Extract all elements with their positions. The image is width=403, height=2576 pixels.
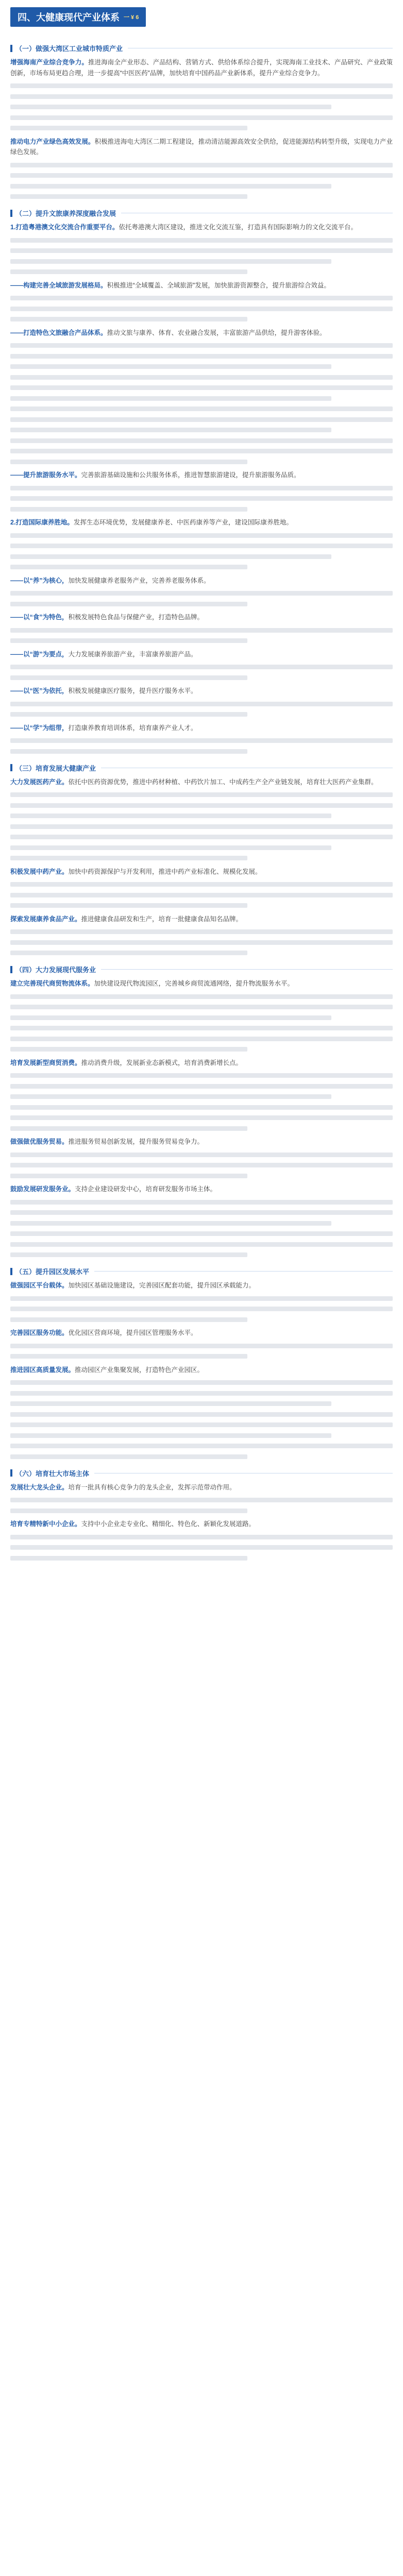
text-line [10, 638, 247, 643]
paragraph-continuation [10, 929, 393, 955]
paragraph-continuation [10, 591, 393, 606]
paragraph [10, 1184, 393, 1195]
text-line [10, 173, 393, 178]
text-line [10, 115, 393, 120]
paragraph-continuation [10, 1498, 393, 1513]
chapter-badge: 一 ¥ 6 [124, 14, 139, 21]
text-line [10, 105, 331, 109]
text-line [10, 1084, 393, 1089]
text-line [10, 1391, 393, 1396]
section-heading [10, 43, 393, 53]
text-line [10, 533, 393, 538]
text-line [10, 1094, 331, 1099]
section-heading-text: （四）大力发展现代服务业 [15, 966, 96, 974]
text-line [10, 814, 331, 818]
paragraph [10, 517, 393, 528]
paragraph-continuation [10, 1344, 393, 1359]
text-line [10, 1307, 393, 1311]
paragraph [10, 1365, 393, 1376]
text-line [10, 1242, 393, 1247]
paragraph-continuation [10, 994, 393, 1052]
paragraph [10, 978, 393, 989]
paragraph-continuation [10, 83, 393, 130]
paragraph-text: 推进海南全产业形态、产品结构、营销方式、供给体系综合提升，实现海南工业技术、产品研究、产业政策创新，市场布局更趋合理，进一步提高“中医医药”品牌，加快培育中国药品产业新体系，提升产业综合竞争力。 [10, 59, 393, 77]
paragraph-continuation [10, 1380, 393, 1459]
paragraph-text: 推动园区产业集聚发展，打造特色产业园区。 [75, 1366, 204, 1374]
paragraph-continuation [10, 238, 393, 275]
text-line [10, 269, 247, 274]
section-heading-text: （一）做强大湾区工业城市特质产业 [15, 45, 123, 53]
paragraph [10, 1137, 393, 1147]
paragraph-lead: 增强海南产业综合竞争力。 [10, 59, 88, 66]
paragraph-continuation [10, 163, 393, 199]
paragraph [10, 470, 393, 481]
paragraph-lead: ——构建完善全域旅游发展格局。 [10, 281, 107, 289]
paragraph-lead: ——以“食”为特色， [10, 614, 69, 621]
paragraph [10, 867, 393, 877]
paragraph-text: 积极推进“全域覆盖、全域旅游”发展，加快旅游资源整合，提升旅游综合效益。 [107, 281, 330, 289]
paragraph-text: 加快园区基础设施建设，完善园区配套功能，提升园区承载能力。 [68, 1282, 256, 1289]
text-line [10, 1210, 393, 1215]
paragraph-continuation [10, 882, 393, 908]
paragraph-lead: ——以“游”为要点， [10, 650, 69, 658]
chapter-title: 四、大健康现代产业体系 [18, 12, 120, 23]
text-line [10, 845, 331, 850]
text-line [10, 1153, 393, 1157]
paragraph-text: 推动消费升级，发展新业态新模式，培育消费新增长点。 [81, 1059, 243, 1066]
paragraph-continuation [10, 486, 393, 512]
section-divider [101, 969, 393, 970]
text-line [10, 1545, 393, 1550]
text-line [10, 803, 393, 808]
paragraph [10, 1058, 393, 1069]
text-line [10, 903, 247, 908]
text-line [10, 554, 331, 559]
paragraph-continuation [10, 533, 393, 570]
text-line [10, 929, 393, 934]
text-line [10, 628, 393, 633]
paragraph-text: 发挥生态环境优势，发展健康养老、中医药康养等产业，建设国际康养胜地。 [73, 519, 293, 526]
text-line [10, 163, 393, 167]
text-line [10, 738, 393, 743]
paragraph-continuation [10, 665, 393, 680]
text-line [10, 1344, 393, 1348]
text-line [10, 824, 393, 829]
text-line [10, 1317, 247, 1322]
text-line [10, 375, 393, 380]
text-line [10, 835, 393, 839]
paragraph [10, 612, 393, 623]
text-line [10, 1115, 393, 1120]
paragraph [10, 686, 393, 697]
section-heading [10, 1468, 393, 1478]
paragraph-text: 支持中小企业走专业化、精细化、特色化、新颖化发展道路。 [81, 1520, 256, 1528]
text-line [10, 749, 247, 754]
section-heading [10, 1266, 393, 1276]
text-line [10, 1252, 247, 1257]
text-line [10, 354, 393, 359]
section-heading [10, 208, 393, 218]
paragraph-lead: 2.打造国际康养胜地。 [10, 519, 74, 526]
text-line [10, 1296, 393, 1301]
text-line [10, 1454, 247, 1459]
text-line [10, 1026, 393, 1030]
paragraph-text: 培育一批具有核心竞争力的龙头企业，发挥示范带动作用。 [68, 1483, 236, 1491]
paragraph-continuation [10, 343, 393, 464]
section-marker [10, 966, 12, 973]
paragraph-text: 积极发展特色食品与保健产业，打造特色品牌。 [68, 614, 204, 621]
paragraph [10, 222, 393, 233]
paragraph-text: 打造康养教育培训体系，培育康养产业人才。 [68, 724, 197, 732]
text-line [10, 1498, 393, 1502]
text-line [10, 994, 393, 999]
paragraph-continuation [10, 1535, 393, 1561]
paragraph-continuation [10, 1296, 393, 1322]
text-line [10, 438, 393, 443]
paragraph-lead: 鼓励发展研发服务业。 [10, 1185, 75, 1193]
paragraph-lead: 完善园区服务功能。 [10, 1329, 69, 1336]
text-line [10, 1422, 393, 1427]
text-line [10, 1126, 247, 1131]
text-line [10, 259, 331, 264]
text-line [10, 1163, 393, 1167]
text-line [10, 951, 247, 955]
paragraph-text: 依托粤港澳大湾区建设，推进文化交流互鉴，打造具有国际影响力的文化交流平台。 [119, 224, 357, 231]
paragraph-lead: ——以“学”为组带， [10, 724, 69, 732]
paragraph-continuation [10, 1153, 393, 1178]
document-body [10, 43, 393, 1561]
paragraph-lead: 建立完善现代商贸物流体系。 [10, 980, 94, 987]
text-line [10, 1401, 331, 1406]
text-line [10, 417, 393, 422]
paragraph-lead: 做强做优服务贸易。 [10, 1138, 69, 1145]
text-line [10, 1073, 393, 1078]
paragraph-text: 完善旅游基础设施和公共服务体系，推进智慧旅游建设，提升旅游服务品质。 [81, 471, 300, 479]
paragraph-continuation [10, 1073, 393, 1131]
text-line [10, 1509, 247, 1513]
text-line [10, 1037, 393, 1041]
paragraph [10, 57, 393, 78]
paragraph-text: 推进服务贸易创新发展，提升服务贸易竞争力。 [68, 1138, 204, 1145]
text-line [10, 602, 247, 606]
text-line [10, 882, 393, 887]
text-line [10, 1047, 247, 1052]
paragraph-continuation [10, 738, 393, 754]
paragraph-text: 积极推进海电大湾区二期工程建设，推动清洁能源高效安全供给，促进能源结构转型升级，实现电力产业绿色发展。 [10, 138, 393, 156]
paragraph [10, 914, 393, 925]
paragraph-lead: 做强园区平台载体。 [10, 1282, 69, 1289]
text-line [10, 496, 393, 501]
text-line [10, 83, 393, 88]
text-line [10, 1174, 247, 1178]
paragraph-text: 依托中医药资源优势，推进中药材种植、中药饮片加工、中成药生产全产业链发展，培育壮大医药产业集群。 [68, 778, 378, 786]
paragraph-lead: ——打造特色文旅融合产品体系。 [10, 329, 107, 336]
paragraph-continuation [10, 702, 393, 717]
text-line [10, 396, 331, 401]
text-line [10, 1433, 331, 1438]
text-line [10, 248, 393, 253]
text-line [10, 665, 393, 669]
text-line [10, 1005, 393, 1009]
paragraph-lead: 培育发展新型商贸消费。 [10, 1059, 81, 1066]
text-line [10, 343, 393, 348]
section-heading-text: （三）培育发展大健康产业 [15, 764, 96, 772]
text-line [10, 702, 393, 706]
text-line [10, 792, 393, 797]
section-heading [10, 964, 393, 974]
text-line [10, 449, 393, 453]
section-heading-text: （二）提升文旅康养深度融合发展 [15, 210, 116, 217]
paragraph-text: 积极发展健康医疗服务，提升医疗服务水平。 [68, 687, 197, 694]
chapter-banner [10, 7, 146, 27]
paragraph-continuation [10, 792, 393, 860]
paragraph-text: 加快发展健康养老服务产业，完善养老服务体系。 [68, 577, 210, 584]
text-line [10, 1556, 247, 1561]
text-line [10, 591, 393, 596]
text-line [10, 307, 393, 311]
paragraph [10, 575, 393, 586]
section-marker [10, 1469, 12, 1477]
paragraph [10, 723, 393, 734]
text-line [10, 194, 247, 199]
text-line [10, 94, 393, 99]
paragraph-lead: ——提升旅游服务水平。 [10, 471, 81, 479]
text-line [10, 184, 331, 189]
paragraph-lead: 推动电力产业绿色高效发展。 [10, 138, 95, 145]
section-divider [94, 1271, 393, 1272]
text-line [10, 385, 393, 390]
paragraph-text: 推进健康食品研发和生产，培育一批健康食品知名品牌。 [81, 915, 243, 923]
text-line [10, 1231, 393, 1236]
paragraph [10, 1519, 393, 1530]
text-line [10, 406, 393, 411]
text-line [10, 1200, 393, 1205]
paragraph [10, 280, 393, 291]
text-line [10, 1535, 393, 1539]
section-marker [10, 210, 12, 217]
section-marker [10, 764, 12, 771]
text-line [10, 486, 393, 490]
text-line [10, 675, 247, 680]
paragraph-text: 加快建设现代物流园区，完善城乡商贸流通网络，提升物流服务水平。 [94, 980, 294, 987]
paragraph-text: 推动文旅与康养、体育、农业融合发展，丰富旅游产品供给，提升游客体验。 [107, 329, 326, 336]
section-heading-text: （五）提升园区发展水平 [15, 1268, 90, 1276]
paragraph-lead: ——以“医”为依托， [10, 687, 69, 694]
text-line [10, 126, 247, 130]
section-heading [10, 763, 393, 773]
text-line [10, 1354, 247, 1359]
text-line [10, 565, 247, 569]
text-line [10, 296, 393, 300]
paragraph-continuation [10, 628, 393, 643]
text-line [10, 364, 331, 369]
paragraph-text: 加快中药资源保护与开发利用，推进中药产业标准化、规模化发展。 [68, 868, 262, 875]
paragraph [10, 777, 393, 788]
paragraph [10, 1328, 393, 1338]
paragraph [10, 137, 393, 158]
paragraph-lead: 1.打造粤港澳文化交流合作重要平台。 [10, 224, 119, 231]
text-line [10, 893, 393, 897]
text-line [10, 1380, 393, 1385]
text-line [10, 1105, 393, 1110]
text-line [10, 940, 393, 945]
text-line [10, 1221, 331, 1226]
text-line [10, 460, 247, 464]
section-marker [10, 45, 12, 52]
text-line [10, 1444, 393, 1448]
paragraph-lead: 探索发展康养食品产业。 [10, 915, 81, 923]
section-heading-text: （六）培育壮大市场主体 [15, 1469, 90, 1478]
text-line [10, 317, 247, 321]
paragraph-lead: 培育专精特新中小企业。 [10, 1520, 81, 1528]
text-line [10, 856, 247, 860]
text-line [10, 544, 393, 548]
paragraph-lead: 大力发展医药产业。 [10, 778, 69, 786]
text-line [10, 507, 247, 512]
section-marker [10, 1268, 12, 1275]
paragraph-lead: 发展壮大龙头企业。 [10, 1483, 69, 1491]
text-line [10, 428, 331, 432]
paragraph-lead: ——以“养”为核心， [10, 577, 69, 584]
text-line [10, 712, 247, 717]
paragraph [10, 1280, 393, 1291]
paragraph-continuation [10, 1200, 393, 1258]
text-line [10, 238, 393, 243]
paragraph [10, 328, 393, 338]
paragraph [10, 1482, 393, 1493]
text-line [10, 1412, 393, 1417]
paragraph-continuation [10, 296, 393, 321]
paragraph-text: 大力发展康养旅游产业，丰富康养旅游产品。 [68, 650, 197, 658]
paragraph-lead: 推进园区高质量发展。 [10, 1366, 75, 1374]
text-line [10, 1015, 331, 1020]
paragraph-text: 优化园区营商环境，提升园区管理服务水平。 [68, 1329, 197, 1336]
paragraph-text: 支持企业建设研发中心，培育研发服务市场主体。 [75, 1185, 217, 1193]
paragraph [10, 649, 393, 660]
paragraph-lead: 积极发展中药产业。 [10, 868, 69, 875]
